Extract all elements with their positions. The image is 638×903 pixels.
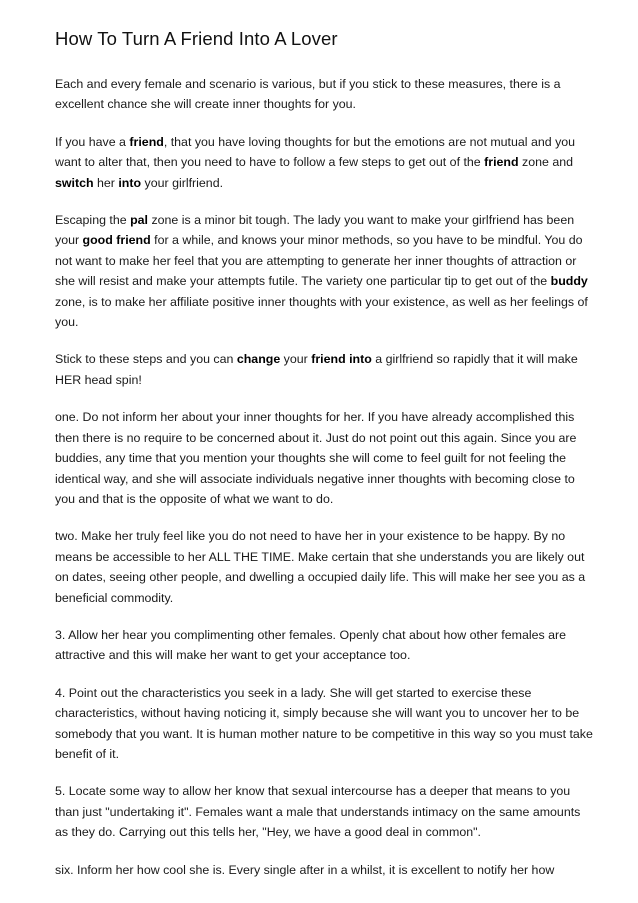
text-run: Each and every female and scenario is various, but if you stick to these measures, there is a excellent chance she will create inner thoughts for you. xyxy=(55,77,561,112)
bold-keyword: friend xyxy=(484,155,519,170)
bold-keyword: switch xyxy=(55,175,94,190)
text-run: six. Inform her how cool she is. Every single after in a whilst, it is excellent to notify her how xyxy=(55,862,555,877)
text-run: zone, is to make her affiliate positive inner thoughts with your existence, as well as her feelings of you. xyxy=(55,294,588,330)
text-run: your girlfriend. xyxy=(141,175,224,190)
text-run: 3. Allow her hear you complimenting other females. Openly chat about how other females are attractive and this will make her want to get your acceptance too. xyxy=(55,627,567,663)
text-run: Stick to these steps and you can xyxy=(55,352,237,367)
bold-keyword: friend into xyxy=(311,352,372,367)
paragraph xyxy=(55,210,595,332)
text-run: zone is a minor bit tough. The lady you want to make your girlfriend has been your xyxy=(55,213,575,248)
text-run: two. Make her truly feel like you do not need to have her in your existence to be happy. By no means be accessible to her ALL THE TIME. Make certain that she understands you are likely out on dates, seeing other people, and dwelling a occupied daily life. This will make her see you as a beneficial commodity. xyxy=(55,529,586,605)
text-run: , that you have loving thoughts for but the emotions are not mutual and you want to alter that, then you need to have to follow a few steps to get out of the xyxy=(55,134,576,170)
paragraph xyxy=(55,132,595,193)
bold-keyword: buddy xyxy=(550,274,588,289)
text-run: for a while, and knows your minor methods, so you have to be mindful. You do not want to make her feel that you are attempting to generate her inner thoughts of attraction or she will resist and make your attempts futile. The variety one particular tip to get out of the xyxy=(55,233,583,289)
document-body xyxy=(55,74,595,880)
bold-keyword: friend xyxy=(129,134,164,149)
paragraph xyxy=(55,781,595,842)
text-run: If you have a xyxy=(55,134,130,149)
paragraph xyxy=(55,625,595,666)
bold-keyword: pal xyxy=(130,213,148,228)
paragraph xyxy=(55,74,595,115)
bold-keyword: into xyxy=(118,175,142,190)
paragraph xyxy=(55,526,595,608)
paragraph xyxy=(55,683,595,765)
bold-keyword: good friend xyxy=(82,233,151,248)
text-run: your xyxy=(280,352,312,367)
paragraph xyxy=(55,349,595,390)
text-run: a girlfriend so rapidly that it will make HER head spin! xyxy=(55,352,578,387)
bold-keyword: change xyxy=(236,352,281,367)
paragraph xyxy=(55,860,595,880)
text-run: Escaping the xyxy=(55,213,131,228)
text-run: one. Do not inform her about your inner thoughts for her. If you have already accomplished this then there is no require to be concerned about it. Just do not point out this again. Since you are buddies, any time that you mention your thoughts she will come to feel guilt for not feeling the identical way, and she will associate individuals negative inner thoughts with becoming close to you and that is the opposite of what we want to do. xyxy=(55,410,577,506)
document-page xyxy=(55,26,595,897)
text-run: 4. Point out the characteristics you seek in a lady. She will get started to exercise these characteristics, without having noticing it, simply because she will want you to uncover her to be somebody that you want. It is human mother nature to be competitive in this way so you must take benefit of it. xyxy=(55,685,593,761)
document-title: How To Turn A Friend Into A Lover xyxy=(55,28,338,49)
text-run: her xyxy=(93,175,119,190)
text-run: 5. Locate some way to allow her know that sexual intercourse has a deeper that means to you than just "undertaking it". Females want a male that understands intimacy on the same amounts as they do. Carrying out this tells her, "Hey, we have a good deal in common". xyxy=(55,784,581,840)
paragraph xyxy=(55,407,595,509)
text-run: zone and xyxy=(518,155,573,170)
